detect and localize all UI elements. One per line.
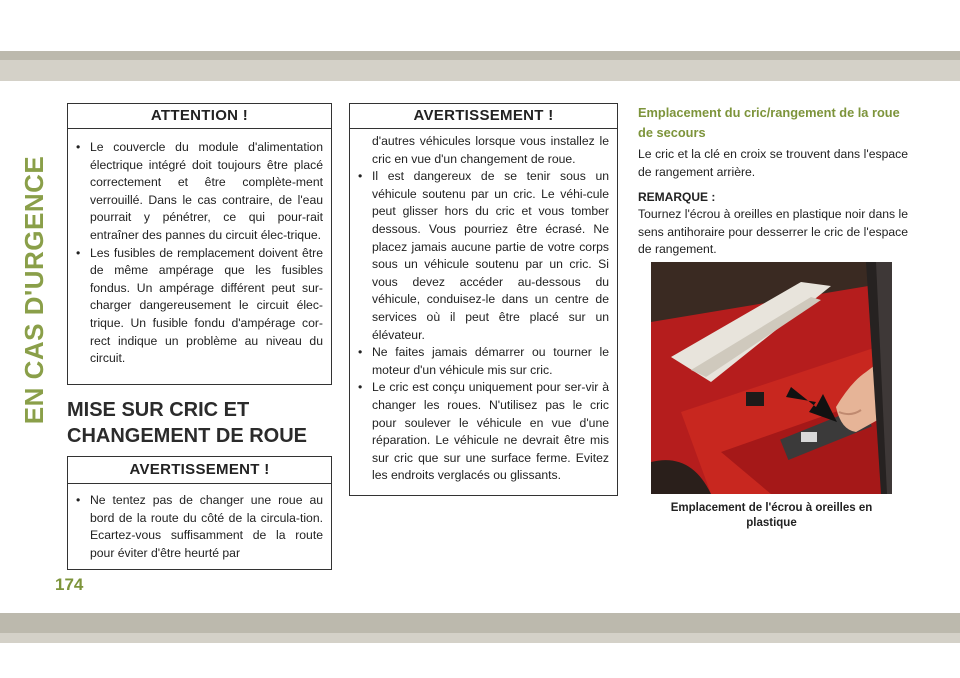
warning-list-1 [68, 484, 331, 562]
warning-box-1 [67, 456, 332, 570]
list-item: • Il est dangereux de se tenir sous un véhicule soutenu par un cric. Le véhi-cule peut glisser hors du cric et vous tomber dessous. Vous pourriez être écrasé. Ne placez jamais aucune partie de votre corps sous un véhicule soutenu par un cric. Si vous devez accéder au-dessous du véhicule, conduisez-le dans un centre de services où il peut être placé sur un élévateur. [358, 168, 609, 344]
attention-list [68, 129, 331, 368]
list-item: • Le cric est conçu uniquement pour ser-vir à changer les roues. N'utilisez pas le cric pour soulever le véhicule en vue d'une réparation. Le véhicule ne devrait être mis sur cric que sur une surface ferme. Evitez les endroits verglacés ou glissants. [358, 379, 609, 485]
section-title: MISE SUR CRIC ET CHANGEMENT DE ROUE [67, 399, 308, 447]
list-item: • Le couvercle du module d'alimentation électrique intégré doit toujours être placé correctement et être complète-ment verrouillé. Dans le cas contraire, de l'eau pourrait y pénétrer, ce qui pour-rait entraîner des pannes du circuit élec-trique. [76, 139, 323, 245]
warning-heading-2: AVERTISSEMENT ! [350, 104, 617, 129]
bottom-decorative-band [0, 613, 960, 633]
warning-box-2 [349, 103, 618, 496]
attention-box [67, 103, 332, 385]
list-item: • Ne faites jamais démarrer ou tourner le moteur d'un véhicule mis sur cric. [358, 344, 609, 379]
top-decorative-band [0, 51, 960, 81]
chapter-side-title: EN CAS D'URGENCE [19, 155, 49, 425]
list-item: • Les fusibles de remplacement doivent être de même ampérage que les fusibles fondus. Un ampérage différent peut sur-charger dangereusement le circuit élec-trique. Un fusible fondu d'ampérage cor-rect indique un problème au niveau du circuit. [76, 245, 323, 368]
jack-photo-illustration [651, 262, 892, 494]
list-item: • Ne tentez pas de changer une roue au bord de la route du côté de la circula-tion. Ecartez-vous suffisamment de la route pour éviter d'être heurté par [76, 492, 323, 562]
warning-continuation: d'autres véhicules lorsque vous installez le cric en vue d'un changement de roue. [372, 134, 609, 166]
warning-list-2 [350, 168, 617, 485]
subheading: Emplacement du cric/rangement de la roue de secours [638, 105, 900, 140]
remarque-label: REMARQUE : [638, 190, 716, 204]
intro-paragraph: Le cric et la clé en croix se trouvent dans l'espace de rangement arrière. [638, 147, 908, 179]
attention-heading: ATTENTION ! [68, 104, 331, 129]
page-number: 174 [55, 575, 84, 594]
jack-location-photo [651, 262, 892, 494]
remarque-text: Tournez l'écrou à oreilles en plastique noir dans le sens antihoraire pour desserrer le cric de l'espace de rangement. [638, 207, 908, 257]
warning-heading-1: AVERTISSEMENT ! [68, 457, 331, 484]
photo-caption: Emplacement de l'écrou à oreilles en plastique [670, 502, 873, 529]
